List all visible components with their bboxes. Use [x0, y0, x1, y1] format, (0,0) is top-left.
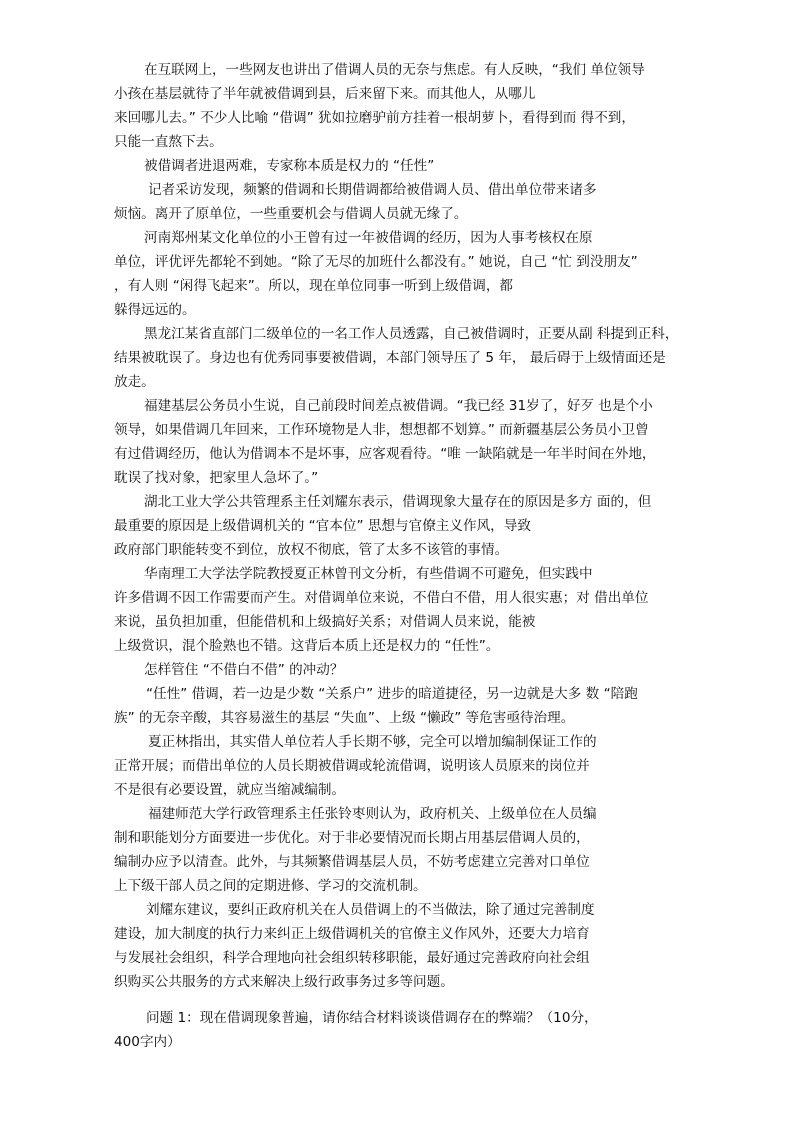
text-line: 领导，如果借调几年回来，工作环境物是人非，想想都不划算。” 而新疆基层公务员小卫曾 — [114, 422, 649, 438]
text-line: 福建师范大学行政管理系主任张铃枣则认为，政府机关、上级单位在人员编 — [148, 806, 597, 822]
text-line: 最重要的原因是上级借调机关的 “官本位” 思想与官僚主义作风，导致 — [114, 518, 531, 534]
text-line: 在互联网上，一些网友也讲出了借调人员的无奈与焦虑。有人反映，“我们 单位领导 — [144, 62, 645, 78]
text-line: 族” 的无奈辛酸，其容易滋生的基层 “失血”、上级 “懒政” 等危害亟待治理。 — [114, 710, 575, 726]
text-line: 编制办应予以清查。此外，与其频繁借调基层人员，不妨考虑建立完善对口单位 — [114, 854, 590, 870]
text-line: 许多借调不因工作需要而产生。对借调单位来说，不借白不借，用人很实惠；对 借出单位 — [114, 590, 649, 606]
text-line: 上下级干部人员之间的定期进修、学习的交流机制。 — [114, 878, 427, 894]
section-heading: 被借调者进退两难，专家称本质是权力的 “任性” — [144, 158, 435, 174]
text-line: 夏正林指出，其实借人单位若人手长期不够，完全可以增加编制保证工作的 — [148, 734, 597, 750]
text-line: 烦恼。离开了原单位，一些重要机会与借调人员就无缘了。 — [114, 206, 468, 222]
section-heading: 怎样管住 “不借白不借” 的冲动？ — [144, 662, 344, 678]
text-line: 有过借调经历，他认为借调本不是坏事，应客观看待。“唯 一缺陷就是一年半时间在外地， — [114, 446, 656, 462]
question-line: 问题 1：现在借调现象普遍，请你结合材料谈谈借调存在的弊端？（10分， — [146, 1010, 598, 1026]
text-line: 黑龙江某省直部门二级单位的一名工作人员透露，自己被借调时，正要从副 科提到正科， — [144, 326, 679, 342]
text-line: 不是很有必要设置，就应当缩减编制。 — [114, 782, 346, 798]
text-line: 正常开展；而借出单位的人员长期被借调或轮流借调，说明该人员原来的岗位并 — [114, 758, 590, 774]
text-line: 建设，加大制度的执行力来纠正上级借调机关的官僚主义作风外，还要大力培育 — [114, 926, 590, 942]
text-line: 躲得远远的。 — [114, 302, 196, 318]
text-line: 福建基层公务员小生说，自己前段时间差点被借调。“我已经 31岁了，好歹 也是个小 — [144, 398, 653, 414]
text-line: 河南郑州某文化单位的小王曾有过一年被借调的经历，因为人事考核权在原 — [144, 230, 593, 246]
text-line: 放走。 — [114, 374, 155, 390]
text-line: 只能一直熬下去。 — [114, 134, 223, 150]
question-line: 400字内） — [114, 1034, 181, 1050]
text-line: 记者采访发现，频繁的借调和长期借调都给被借调人员、借出单位带来诸多 — [148, 182, 597, 198]
text-line: 小孩在基层就待了半年就被借调到县，后来留下来。而其他人，从哪儿 — [114, 86, 536, 102]
text-line: 来说，虽负担加重，但能借机和上级搞好关系；对借调人员来说，能被 — [114, 614, 536, 630]
text-line: 耽误了找对象，把家里人急坏了。” — [114, 470, 319, 486]
text-line: 湖北工业大学公共管理系主任刘耀东表示，借调现象大量存在的原因是多方 面的，但 — [144, 494, 652, 510]
text-line: 华南理工大学法学院教授夏正林曾刊文分析，有些借调不可避免，但实践中 — [144, 566, 593, 582]
text-line: 单位，评优评先都轮不到她。“除了无尽的加班什么都没有。” 她说，自己 “忙 到没朋友” — [114, 254, 638, 270]
text-line: 制和职能划分方面要进一步优化。对于非必要情况而长期占用基层借调人员的， — [114, 830, 590, 846]
text-line: 与发展社会组织，科学合理地向社会组织转移职能，最好通过完善政府向社会组 — [114, 950, 590, 966]
text-line: 刘耀东建议，要纠正政府机关在人员借调上的不当做法，除了通过完善制度 — [146, 902, 595, 918]
text-line: 织购买公共服务的方式来解决上级行政事务过多等问题。 — [114, 974, 454, 990]
text-line: 政府部门职能转变不到位，放权不彻底，管了太多不该管的事情。 — [114, 542, 509, 558]
text-line: 结果被耽误了。身边也有优秀同事要被借调，本部门领导压了 5 年， 最后碍于上级情面还是 — [114, 350, 666, 366]
text-line: ，有人则 “闲得飞起来”。所以，现在单位同事一听到上级借调，都 — [114, 278, 514, 294]
text-line: “任性” 借调，若一边是少数 “关系户” 进步的暗道捷径，另一边就是大多 数 “陪跑 — [146, 686, 638, 702]
text-line: 上级赏识，混个脸熟也不错。这背后本质上还是权力的 “任性”。 — [114, 638, 500, 654]
text-line: 来回哪儿去。” 不少人比喻 “借调” 犹如拉磨驴前方挂着一根胡萝卜，看得到而 得不到， — [114, 110, 635, 126]
